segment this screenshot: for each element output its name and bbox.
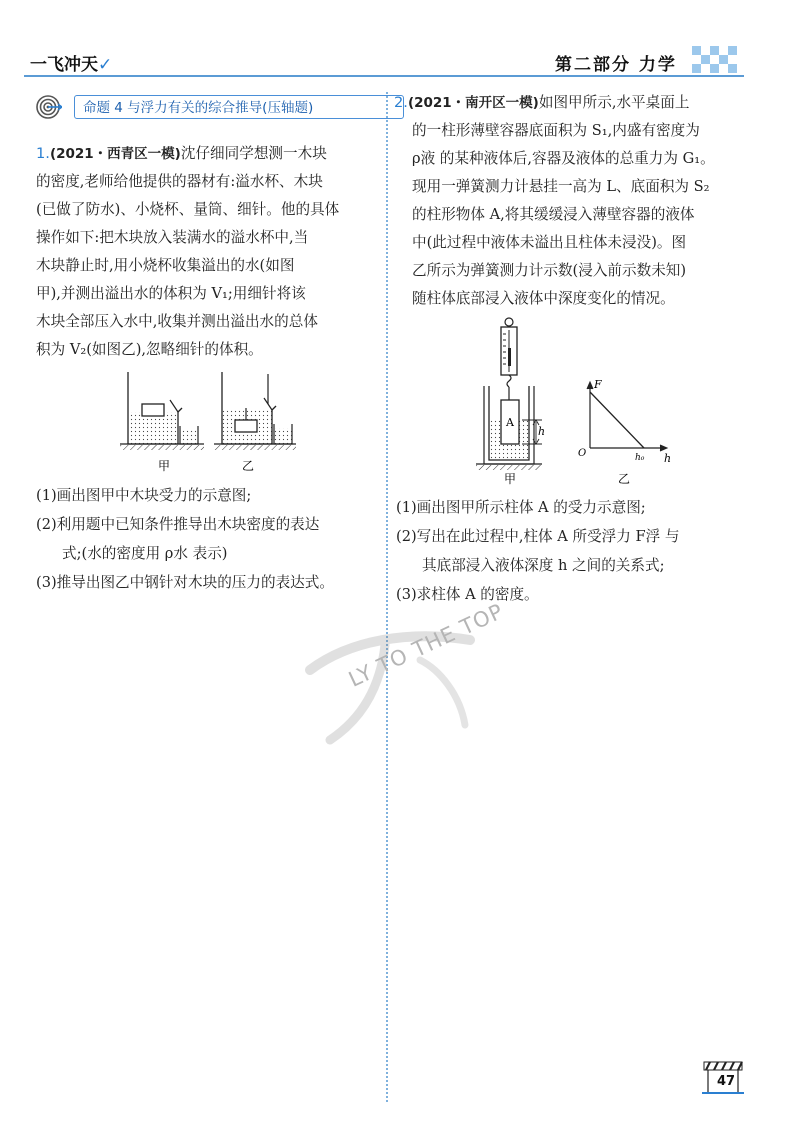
- watermark-text: LY TO THE TOP: [345, 598, 508, 692]
- column-divider: [386, 92, 388, 1102]
- block-a-label: A: [506, 416, 514, 429]
- question-2-line: 乙所示为弹簧测力计示数(浸入前示数未知): [412, 262, 687, 279]
- target-icon: [36, 94, 62, 120]
- figure-label-yi: 乙: [618, 472, 631, 486]
- question-2-line: 的柱形物体 A,将其缓缓浸入薄壁容器的液体: [412, 206, 695, 223]
- question-2-body: [394, 89, 746, 313]
- question-1-line: 甲),并测出溢出水的体积为 V₁;用细针将该: [36, 285, 306, 302]
- force-line: [590, 392, 644, 448]
- question-2-source: (2021・南开区一模): [407, 95, 539, 111]
- checker-decoration: [692, 46, 738, 76]
- graph-x-label: h: [664, 452, 672, 465]
- figure-label-jia: 甲: [504, 472, 517, 486]
- depth-label: h: [538, 425, 546, 438]
- figure-yi: [214, 372, 296, 450]
- force-depth-graph: [578, 378, 671, 465]
- subquestion-item: (2)利用题中已知条件推导出木块密度的表达: [36, 516, 320, 533]
- question-2-line: 随柱体底部浸入液体中深度变化的情况。: [412, 290, 675, 307]
- overflow-cup-figure: [118, 370, 298, 478]
- brand-text: 一飞冲天: [30, 55, 98, 75]
- brand-logo: [30, 50, 112, 75]
- brand-check-icon: ✓: [98, 55, 113, 75]
- spring-scale: [501, 318, 517, 400]
- subquestion-item: (2)写出在此过程中,柱体 A 所受浮力 F浮 与: [396, 528, 680, 545]
- question-1-line: (已做了防水)、小烧杯、量筒、细针。他的具体: [36, 201, 340, 218]
- subquestion-item: 式;(水的密度用 ρ水 表示): [62, 545, 228, 562]
- graph-y-label: F: [594, 378, 602, 391]
- section-title: 第二部分 力学: [555, 55, 677, 75]
- question-1-line: 木块全部压入水中,收集并测出溢出水的总体: [36, 313, 318, 330]
- question-1-line: [36, 140, 374, 168]
- subquestion-item: (1)画出图甲中木块受力的示意图;: [36, 487, 252, 504]
- subquestion-item: (1)画出图甲所示柱体 A 的受力示意图;: [396, 499, 646, 516]
- question-1-subquestions: [36, 481, 386, 597]
- topic-title: 命题 4 与浮力有关的综合推导(压轴题): [74, 95, 404, 119]
- subquestion-item: (3)推导出图乙中钢针对木块的压力的表达式。: [36, 574, 334, 591]
- figure-label-yi: 乙: [242, 459, 255, 473]
- question-2-number: 2.: [394, 94, 408, 111]
- graph-x-tick: h₀: [635, 453, 645, 463]
- question-1-number: 1.: [36, 145, 50, 162]
- question-1-source: (2021・西青区一模): [49, 146, 181, 162]
- question-1-line: 的密度,老师给他提供的器材有:溢水杯、木块: [36, 173, 323, 190]
- question-2-line: [394, 89, 746, 117]
- subquestion-item: (3)求柱体 A 的密度。: [396, 586, 539, 603]
- question-1-body: [36, 140, 374, 364]
- question-1-line: 操作如下:把木块放入装满水的溢水杯中,当: [36, 229, 309, 246]
- graph-origin-label: O: [578, 448, 587, 459]
- question-2-line: 的一柱形薄壁容器底面积为 S₁,内盛有密度为: [412, 122, 700, 139]
- topic-banner: [36, 94, 376, 122]
- question-2-line: ρ液 的某种液体后,容器及液体的总重力为 G₁。: [412, 150, 715, 167]
- question-1-line: 木块静止时,用小烧杯收集溢出的水(如图: [36, 257, 295, 274]
- subquestion-item: 其底部浸入液体深度 h 之间的关系式;: [422, 557, 665, 574]
- question-1-text: 沈仔细同学想测一木块: [180, 145, 327, 162]
- question-2-subquestions: [396, 493, 746, 609]
- spring-scale-figure: [470, 316, 680, 486]
- header-rule: [24, 75, 744, 77]
- question-1-line: 积为 V₂(如图乙),忽略细针的体积。: [36, 341, 263, 358]
- question-2-line: 中(此过程中液体未溢出且柱体未浸没)。图: [412, 234, 687, 251]
- figure-jia: [120, 372, 204, 450]
- page-number: 47: [716, 1074, 736, 1089]
- question-2-line: 现用一弹簧测力计悬挂一高为 L、底面积为 S₂: [412, 178, 710, 195]
- figure-label-jia: 甲: [158, 459, 171, 473]
- question-2-text: 如图甲所示,水平桌面上: [538, 94, 690, 111]
